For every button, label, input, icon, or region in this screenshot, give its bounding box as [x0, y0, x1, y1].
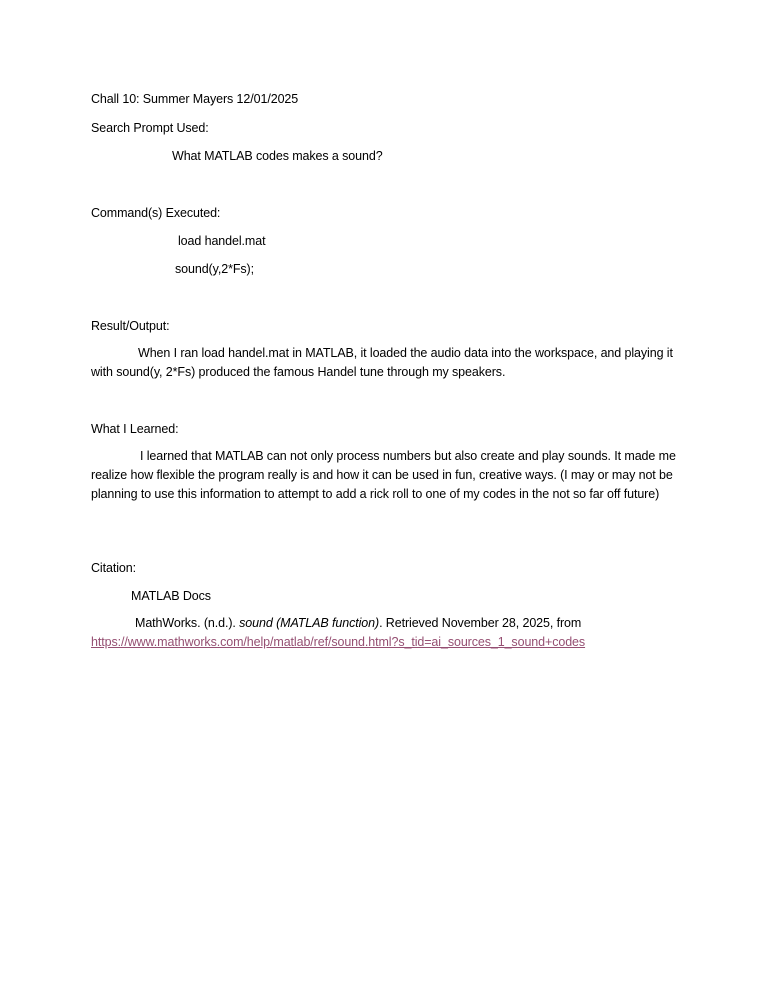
- command-line-1: load handel.mat: [178, 234, 266, 248]
- citation-url-link[interactable]: https://www.mathworks.com/help/matlab/ref/sound.html?s_tid=ai_sources_1_sound+codes: [91, 635, 586, 649]
- citation-entry: [91, 614, 681, 652]
- citation-retrieved: . Retrieved November 28, 2025, from: [379, 616, 582, 630]
- document-header: Chall 10: Summer Mayers 12/01/2025: [91, 92, 299, 106]
- result-label: Result/Output:: [91, 319, 170, 333]
- citation-author: MathWorks. (n.d.).: [135, 616, 240, 630]
- learned-label: What I Learned:: [91, 422, 179, 436]
- citation-title: sound (MATLAB function): [239, 616, 380, 630]
- search-prompt-value: What MATLAB codes makes a sound?: [172, 149, 383, 163]
- citation-source-name: MATLAB Docs: [131, 589, 211, 603]
- result-text: When I ran load handel.mat in MATLAB, it loaded the audio data into the workspace, and playing it with sound(y, 2*Fs) produced the famous Handel tune through my speakers.: [91, 346, 673, 379]
- command-line-2: sound(y,2*Fs);: [175, 262, 254, 276]
- search-prompt-label: Search Prompt Used:: [91, 121, 209, 135]
- citation-label: Citation:: [91, 561, 136, 575]
- learned-text: I learned that MATLAB can not only process numbers but also create and play sounds. It made me realize how flexible the program really is and how it can be used in fun, creative ways. (I may or may not be planning to use this information to attempt to add a rick roll to one of my codes in the not so far off future): [91, 449, 676, 501]
- commands-label: Command(s) Executed:: [91, 206, 221, 220]
